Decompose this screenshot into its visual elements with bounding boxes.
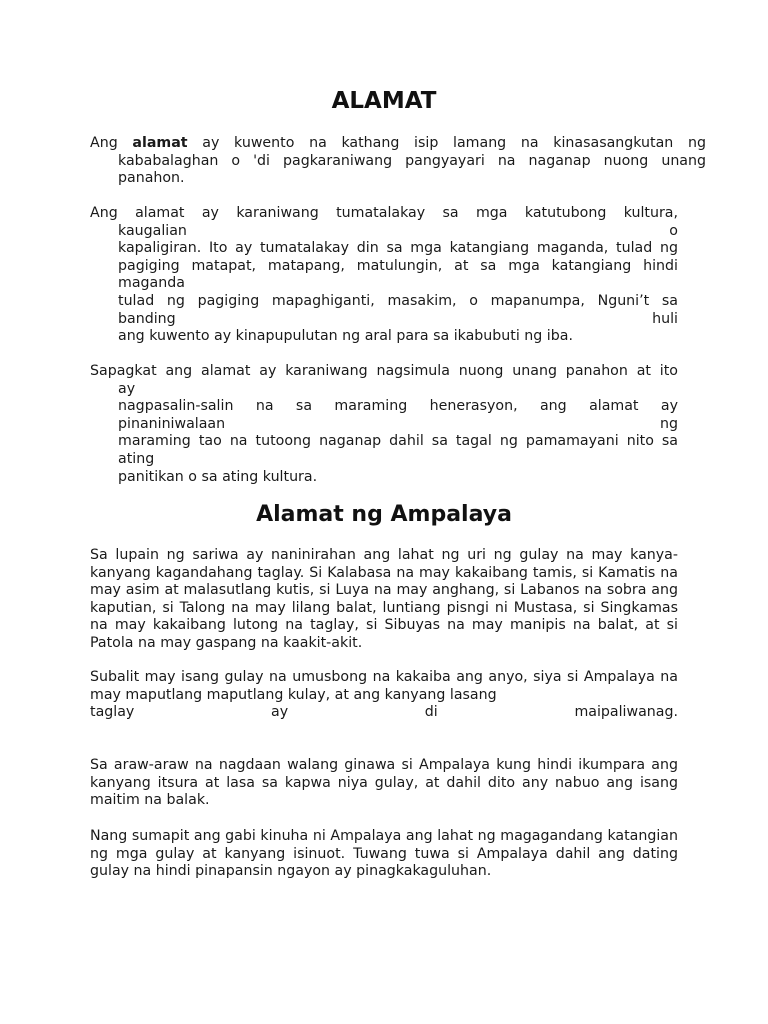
section-title: Alamat ng Ampalaya <box>256 502 512 527</box>
paragraph-text: ay kuwento na kathang isip lamang na kinasasangkutan ng kababalaghan o 'di pagkaraniwang pangyayari na naganap nuong unang panahon. <box>118 135 706 187</box>
paragraph-ampalaya-night: Nang sumapit ang gabi kinuha ni Ampalaya ang lahat ng magagandang katangian ng mga gulay at kanyang isinuot. Tuwang tuwa si Ampalaya dahil ang dating gulay na hindi pinapansin ngayon ay pinagkakaguluhan. <box>90 828 678 880</box>
paragraph-line: tulad ng pagiging mapaghiganti, masakim, o mapanumpa, Nguni’t sa <box>118 292 678 309</box>
page-title: ALAMAT <box>331 88 437 114</box>
paragraph-line: maraming tao na tutoong naganap dahil sa tagal ng pamamayani nito sa <box>118 433 678 450</box>
paragraph-line: pinaniniwalaan ng <box>118 415 678 432</box>
paragraph-alamat-origin <box>90 363 678 486</box>
paragraph-line: kapaligiran. Ito ay tumatalakay din sa mga katangiang maganda, tulad ng <box>118 240 678 257</box>
paragraph-ampalaya-intro <box>90 669 678 722</box>
paragraph-line: maganda <box>118 275 185 292</box>
paragraph-alamat-topics <box>90 205 678 346</box>
paragraph-line: banding huli <box>118 310 678 327</box>
paragraph-line: ay <box>118 380 136 397</box>
paragraph-line: panitikan o sa ating kultura. <box>118 468 318 485</box>
paragraph-ampalaya-plan: Sa araw-araw na nagdaan walang ginawa si Ampalaya kung hindi ikumpara ang kanyang itsura at lasa sa kapwa niya gulay, at dahil dito any nabuo ang isang maitim na balak. <box>90 757 678 809</box>
paragraph-line: Sapagkat ang alamat ay karaniwang nagsimula nuong unang panahon at ito <box>90 363 678 379</box>
paragraph-line: taglay ay di maipaliwanag. <box>90 704 678 721</box>
paragraph-alamat-definition <box>90 135 706 188</box>
paragraph-vegetables: Sa lupain ng sariwa ay naninirahan ang lahat ng uri ng gulay na may kanya-kanyang kagandahang taglay. Si Kalabasa na may kakaibang tamis, si Kamatis na may asim at malasutlang kutis, si Luya na may anghang, si Labanos na sobra ang kaputian, si Talong na may lilang balat, luntiang pisngi ni Mustasa, si Singkamas na may kakaibang lutong na taglay, si Sibuyas na may manipis na balat, at si Patola na may gaspang na kaakit-akit. <box>90 547 678 651</box>
paragraph-text: Ang <box>90 135 133 151</box>
paragraph-line-text: kaugalian o <box>118 222 678 239</box>
paragraph-line: nagpasalin-salin na sa maraming henerasyon, ang alamat ay <box>118 398 678 415</box>
paragraph-line: ating <box>118 450 155 467</box>
paragraph-line: ang kuwento ay kinapupulutan ng aral para sa ikabubuti ng iba. <box>118 328 573 345</box>
paragraph-text: Subalit may isang gulay na umusbong na kakaiba ang anyo, siya si Ampalaya na may maputlang maputlang kulay, at ang kanyang lasang <box>90 669 678 703</box>
bold-term: alamat <box>132 135 188 151</box>
paragraph-line: pagiging matapat, matapang, matulungin, at sa mga katangiang hindi <box>118 257 678 274</box>
paragraph-line: Ang alamat ay karaniwang tumatalakay sa mga katutubong kultura, <box>90 205 678 221</box>
paragraph-line <box>90 223 678 241</box>
